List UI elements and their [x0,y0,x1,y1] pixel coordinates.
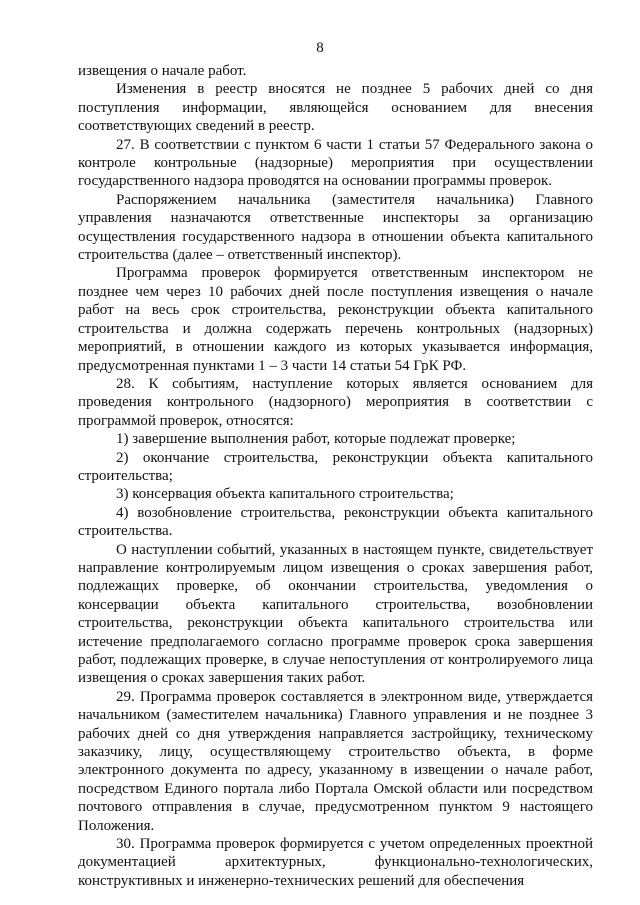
paragraph-order-inspectors: Распоряжением начальника (заместителя начальника) Главного управления назначаются ответственные инспекторы за организацию осуществления государственного надзора в отношении объекта капитального строительства (далее – ответственный инспектор). [78,191,593,264]
list-item-4: 4) возобновление строительства, реконструкции объекта капитального строительства. [78,504,593,540]
paragraph-29: 29. Программа проверок составляется в электронном виде, утверждается начальником (заместителем начальника) Главного управления и не позднее 3 рабочих дней со дня утверждения направляется застройщику, техническому заказчику, лицу, осуществляющему строительство объекта, в форме электронного документа по адресу, указанному в извещении о начале работ, посредством Единого портала либо Портала Омской области или посредством почтового отправления в случае, предусмотренном пунктом 9 настоящего Положения. [78,688,593,834]
paragraph-27: 27. В соответствии с пунктом 6 части 1 статьи 57 Федерального закона о контроле контрольные (надзорные) мероприятия при осуществлении государственного надзора проводятся на основании программы проверок. [78,136,593,190]
list-item-1: 1) завершение выполнения работ, которые подлежат проверке; [116,431,516,448]
list-item-2: 2) окончание строительства, реконструкции объекта капитального строительства; [78,449,593,484]
paragraph-registry-changes: Изменения в реестр вносятся не позднее 5 рабочих дней со дня поступления информации, являющейся основанием для внесения соответствующих сведений в реестр. [78,81,593,135]
paragraph-continuation: извещения о начале работ. [78,63,247,79]
paragraph-30: 30. Программа проверок формируется с учетом определенных проектной документацией архитектурных, функционально-технологических, конструктивных и инженерно-технических решений для обеспечения [78,836,593,889]
paragraph-inspection-program: Программа проверок формируется ответственным инспектором не позднее чем через 10 рабочих дней после поступления извещения о начале работ на весь срок строительства, реконструкции объекта капитального строительства и должна содержать перечень контрольных (надзорных) мероприятий, в отношении каждого из которых указывается информация, предусмотренная пунктами 1 – 3 части 14 статьи 54 ГрК РФ. [78,265,593,374]
paragraph-events-notice: О наступлении событий, указанных в настоящем пункте, свидетельствует направление контролируемым лицом извещения о сроках завершения работ, подлежащих проверке, об окончании строительства, уведомления о консервации объекта капитального строительства, возобновлении строительства, реконструкции объекта капитального строительства или истечение предполагаемого согласно программе проверок срока завершения работ, подлежащих проверке, в случае непоступления от контролируемого лица извещения о сроках завершения таких работ. [78,541,593,687]
paragraph-28: 28. К событиям, наступление которых является основанием для проведения контрольного (надзорного) мероприятия в соответствии с программой проверок, относятся: [78,375,593,429]
page-number: 8 [316,40,324,56]
list-item-3: 3) консервация объекта капитального строительства; [116,486,454,503]
document-body [78,62,593,890]
